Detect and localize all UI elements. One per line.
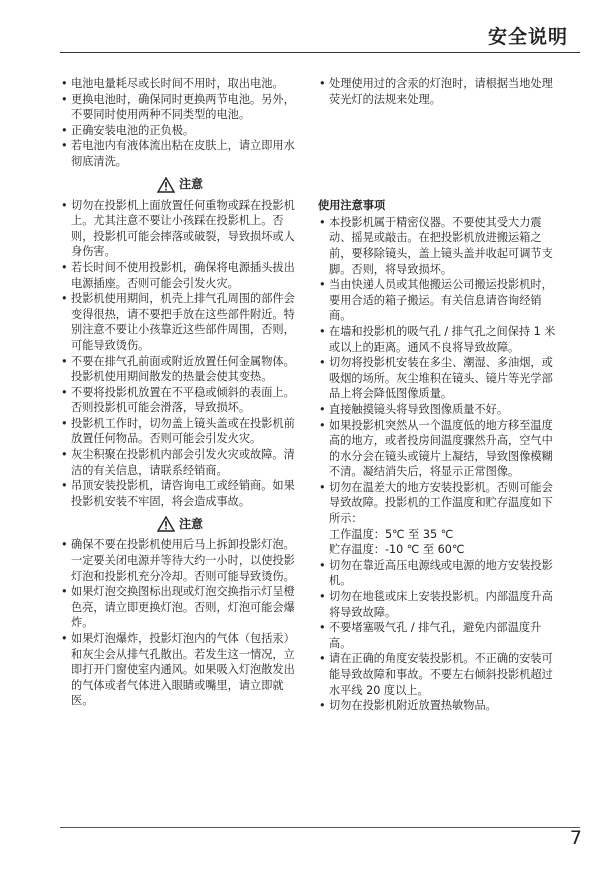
- list-item: • 电池电量耗尽或长时间不用时，取出电池。: [60, 76, 300, 92]
- usage-list: [318, 215, 558, 714]
- list-item: • 投影机使用期间，机壳上排气孔周围的部件会变得很热，请不要把手放在这些部件附近。特别注意不要让小孩靠近这些部件周围，否则，可能导致烫伤。: [60, 291, 300, 353]
- list-item: • 正确安装电池的正负极。: [60, 123, 300, 139]
- mercury-list: [318, 76, 558, 107]
- left-column: [60, 76, 300, 709]
- list-item: • 直接触摸镜头将导致图像质量不好。: [318, 402, 558, 418]
- list-item: • 本投影机属于精密仪器。不要使其受大力震动、摇晃或敲击。在把投影机放进搬运箱之前，要移除镜头，盖上镜头盖并收起可调节支脚。否则，将导致损坏。: [318, 215, 558, 277]
- footer-divider: [60, 827, 580, 828]
- list-item: • 如果投影机突然从一个温度低的地方移至温度高的地方，或者投房间温度骤然升高，空气中的水分会在镜头或镜片上凝结，导致图像模糊不清。凝结消失后，将显示正常图像。: [318, 418, 558, 480]
- page-title: 安全说明: [487, 26, 568, 48]
- lamp-caution-list: [60, 537, 300, 709]
- storage-temperature: 贮存温度：-10 ℃ 至 60℃: [329, 543, 465, 557]
- list-item: • 在墙和投影机的吸气孔 / 排气孔之间保持 1 米或以上的距离。通风不良将导致故障。: [318, 324, 558, 355]
- battery-list: [60, 76, 300, 170]
- list-item: • 更换电池时，确保同时更换两节电池。另外，不要同时使用两种不同类型的电池。: [60, 92, 300, 123]
- operating-temperature: 工作温度：5℃ 至 35 ℃: [329, 527, 454, 541]
- section-heading: 使用注意事项: [318, 199, 386, 213]
- caution-heading: [60, 175, 300, 195]
- list-item: • 不要将投影机放置在不平稳或倾斜的表面上。否则投影机可能会滑落，导致损坏。: [60, 385, 300, 416]
- list-item: • 若电池内有液体流出粘在皮肤上，请立即用水彻底清洗。: [60, 138, 300, 169]
- list-item: • 灰尘积聚在投影机内部会引发火灾或故障。清洁的有关信息，请联系经销商。: [60, 447, 300, 478]
- caution-label: 注意: [178, 516, 203, 531]
- list-item: • 如果灯泡爆炸，投影灯泡内的气体（包括汞）和灰尘会从排气孔散出。若发生这一情况，立即打开门窗使室内通风。如果吸入灯泡散发出的气体或者气体进入眼睛或嘴里，请立即就医。: [60, 631, 300, 709]
- warning-icon: [157, 516, 175, 532]
- header-divider: [60, 52, 580, 53]
- caution-label: 注意: [178, 176, 203, 191]
- page-number: 7: [569, 827, 582, 849]
- list-item: • 当由快递人员或其他搬运公司搬运投影机时，要用合适的箱子搬运。有关信息请咨询经销商。: [318, 277, 558, 324]
- list-item: • 确保不要在投影机使用后马上拆卸投影灯泡。一定要关闭电源并等待大约一小时，以使投影灯泡和投影机充分冷却。否则可能导致烫伤。: [60, 537, 300, 584]
- warning-icon: [157, 177, 175, 193]
- list-item: • 如果灯泡交换图标出现或灯泡交换指示灯呈橙色亮，请立即更换灯泡。否则，灯泡可能会爆炸。: [60, 584, 300, 631]
- list-item: • 切勿在投影机附近放置热敏物品。: [318, 698, 558, 714]
- list-item: • 切勿在靠近高压电源线或电源的地方安装投影机。: [318, 558, 558, 589]
- list-item: • 切勿将投影机安装在多尘、潮湿、多油烟，或吸烟的场所。灰尘堆积在镜头、镜片等光学部品上将会降低图像质量。: [318, 355, 558, 402]
- caution-heading: [60, 514, 300, 534]
- list-item: • 不要堵塞吸气孔 / 排气孔，避免内部温度升高。: [318, 620, 558, 651]
- list-item: • 若长时间不使用投影机，确保将电源插头拔出电源插座。否则可能会引发火灾。: [60, 260, 300, 291]
- right-column: [318, 76, 558, 714]
- list-item: • 处理使用过的含汞的灯泡时，请根据当地处理荧光灯的法规来处理。: [318, 76, 558, 107]
- list-item: • 切勿在投影机上面放置任何重物或踩在投影机上。尤其注意不要让小孩踩在投影机上。否则，投影机可能会摔落或破裂，导致损坏或人身伤害。: [60, 198, 300, 260]
- list-item: • 切勿在地毯或床上安装投影机。内部温度升高将导致故障。: [318, 589, 558, 620]
- list-item: • 吊顶安装投影机，请咨询电工或经销商。如果投影机安装不牢固，将会造成事故。: [60, 478, 300, 509]
- spacer: [318, 107, 558, 198]
- list-item: • 切勿在温差大的地方安装投影机。否则可能会导致故障。投影机的工作温度和贮存温度如下所示：: [318, 480, 558, 527]
- caution-list: [60, 198, 300, 510]
- list-item: • 不要在排气孔前面或附近放置任何金属物体。投影机使用期间散发的热量会使其变热。: [60, 354, 300, 385]
- list-item: • 请在正确的角度安装投影机。不正确的安装可能导致故障和事故。不要左右倾斜投影机超过水平线 20 度以上。: [318, 651, 558, 698]
- list-item: • 投影机工作时，切勿盖上镜头盖或在投影机前放置任何物品。否则可能会引发火灾。: [60, 416, 300, 447]
